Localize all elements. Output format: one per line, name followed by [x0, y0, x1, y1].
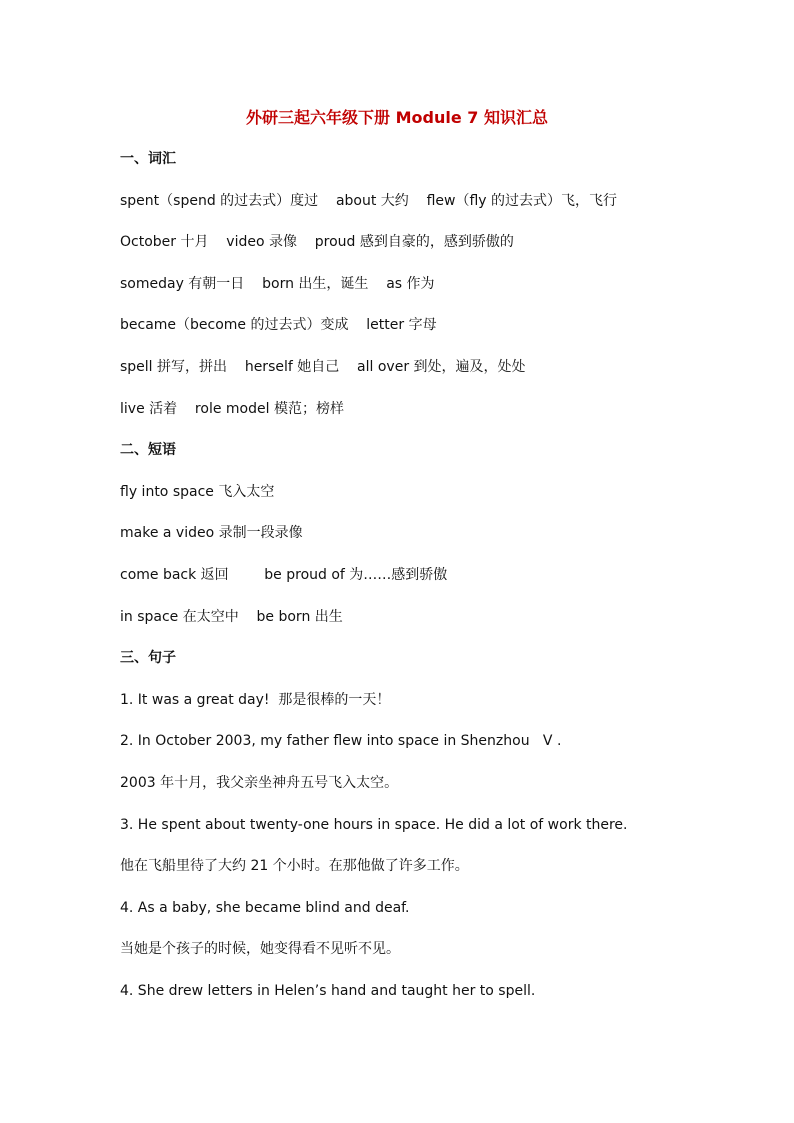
vocab-line-6: live 活着 role model 模范；榜样	[120, 401, 344, 417]
sentence-1: 1. It was a great day! 那是很棒的一天！	[120, 692, 391, 708]
sentence-4-translation: 当她是个孩子的时候，她变得看不见听不见。	[120, 941, 400, 957]
section-heading-vocabulary: 一、词汇	[120, 151, 176, 167]
phrase-line-4: in space 在太空中 be born 出生	[120, 609, 343, 625]
sentence-2-translation: 2003 年十月，我父亲坐神舟五号飞入太空。	[120, 775, 399, 791]
vocab-line-3: someday 有朝一日 born 出生，诞生 as 作为	[120, 276, 435, 292]
vocab-line-5: spell 拼写，拼出 herself 她自己 all over 到处，遍及，处处	[120, 359, 526, 375]
sentence-5: 4. She drew letters in Helen’s hand and taught her to spell.	[120, 983, 536, 999]
sentence-4: 4. As a baby, she became blind and deaf.	[120, 900, 410, 916]
sentence-3-translation: 他在飞船里待了大约 21 个小时。在那他做了许多工作。	[120, 858, 469, 874]
sentence-3: 3. He spent about twenty-one hours in space. He did a lot of work there.	[120, 817, 628, 833]
section-heading-sentences: 三、句子	[120, 650, 176, 666]
phrase-line-1: fly into space 飞入太空	[120, 484, 275, 500]
section-heading-phrases: 二、短语	[120, 442, 176, 458]
phrase-line-3: come back 返回 be proud of 为……感到骄傲	[120, 567, 448, 583]
document-title: 外研三起六年级下册 Module 7 知识汇总	[246, 108, 548, 127]
vocab-line-4: became（become 的过去式）变成 letter 字母	[120, 317, 437, 333]
sentence-2: 2. In October 2003, my father flew into space in Shenzhou V .	[120, 733, 562, 749]
vocab-line-1: spent（spend 的过去式）度过 about 大约 flew（fly 的过去式）飞，飞行	[120, 193, 618, 209]
phrase-line-2: make a video 录制一段录像	[120, 525, 303, 541]
vocab-line-2: October 十月 video 录像 proud 感到自豪的，感到骄傲的	[120, 234, 514, 250]
